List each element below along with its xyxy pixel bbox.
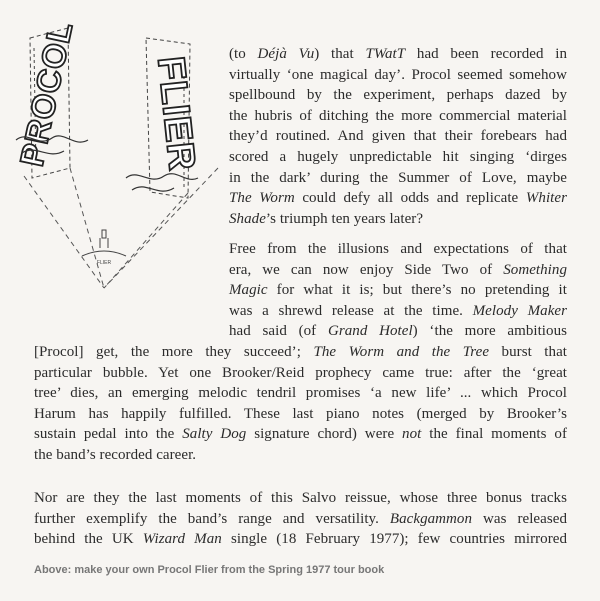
paragraph-1: (to Déjà Vu) that TWatT had been recorded in virtually ‘one magical day’. Procol seemed somehow spellbound by the experiment, perhaps dazed by the hubris of ditching the more commercial material they’d routined. And given that their forebears had scored a hugely unpredictable hit singing ‘dirges in the dark’ during the Summer of Love, maybe The Worm could defy all odds and replicate Whiter Shade’s triumph ten years later? (229, 46, 567, 227)
projection-lines (24, 168, 218, 288)
flier-left-word: PROCOL (12, 18, 80, 170)
flier-right-word: FLIER (149, 54, 203, 174)
paragraph-2-bottom: [Procol] get, the more they succeed’; The Worm and the Tree burst that particular bubble. Yet one Brooker/Reid prophecy came true: after the ‘great tree’ dies, an emerging melodic tendril promises ‘a new life’ ... which Procol Harum has happily fulfilled. These last piano notes (merged by Brooker’s sustain pedal into the Salty Dog signature chord) were not the final moments of the band’s recorded career. (34, 344, 567, 463)
small-flier-label: FLIER (96, 260, 112, 266)
small-flier-figure (82, 230, 126, 256)
procol-flier-illustration (8, 18, 230, 328)
paragraph-3: Nor are they the last moments of this Salvo reissue, whose three bonus tracks further exemplify the band’s range and versatility. Backgammon was released behind the UK Wizard Man single (18 February 1977); few countries mirrored (34, 490, 568, 548)
paragraph-2-top: Free from the illusions and expectations of that era, we can now enjoy Side Two of Something Magic for what it is; but there’s no pretending it was a shrewd release at the time. Melody Maker had said (of Grand Hotel) ‘the more ambitious (229, 241, 568, 340)
figure-caption: Above: make your own Procol Flier from the Spring 1977 tour book (34, 564, 385, 576)
